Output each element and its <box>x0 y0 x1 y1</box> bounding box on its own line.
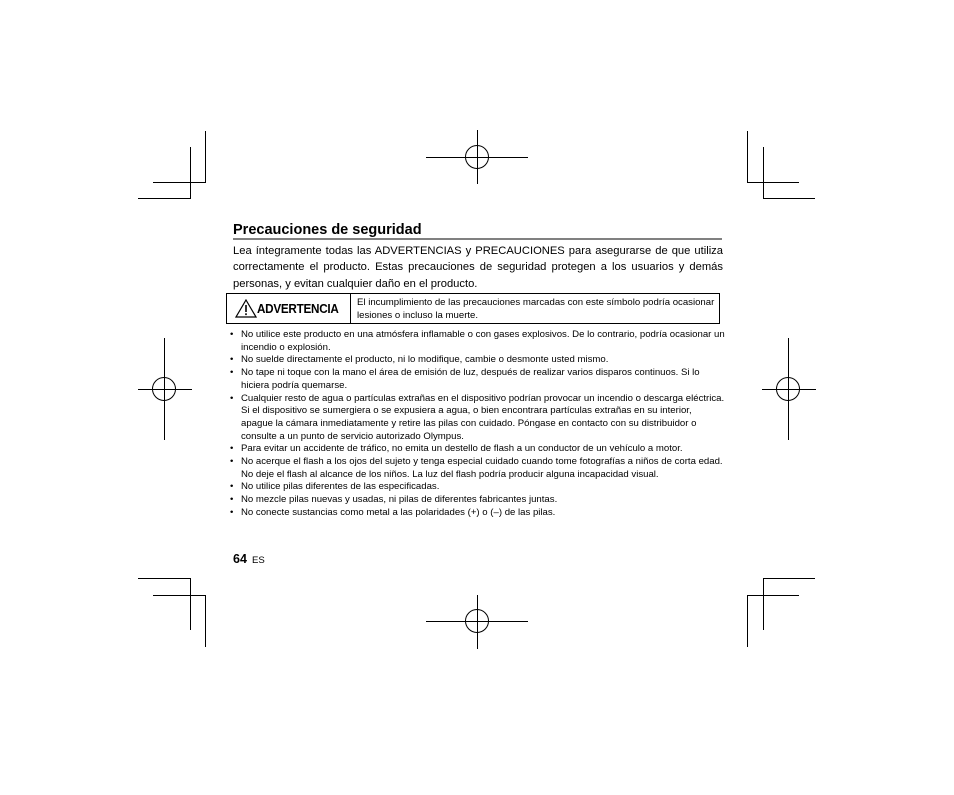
registration-circle <box>152 377 176 401</box>
bullet-marker: • <box>230 443 234 455</box>
list-item: • No utilice pilas diferentes de las especificadas. <box>230 481 440 493</box>
page-number: 64 <box>233 552 247 566</box>
crop-mark <box>747 595 748 647</box>
list-item: • No tape ni toque con la mano el área de emisión de luz, después de realizar varios disparos continuos. Si lo hiciera podría quemarse. <box>230 367 700 391</box>
crop-mark <box>138 198 191 199</box>
warning-divider <box>350 294 351 323</box>
crop-mark <box>190 147 191 199</box>
crop-mark <box>153 182 206 183</box>
page-language: ES <box>252 555 265 566</box>
list-item: • Para evitar un accidente de tráfico, no emita un destello de flash a un conductor de un vehículo a motor. <box>230 443 683 455</box>
precautions-list <box>230 329 725 520</box>
list-item: • Cualquier resto de agua o partículas extrañas en el dispositivo podrían provocar un incendio o descarga eléctrica. Si el dispositivo se sumergiera o se expusiera a agua, o bien encontrara partículas extrañas en su interior, apague la cámara inmediatamente y retire las pilas con cuidado. Póngase en contacto con su distribuidor o consulte a un punto de servicio autorizado Olympus. <box>230 392 725 442</box>
crop-mark <box>205 131 206 183</box>
bullet-marker: • <box>230 392 234 404</box>
crop-mark <box>747 182 799 183</box>
title-underline <box>233 238 722 240</box>
section-title: Precauciones de seguridad <box>233 222 422 238</box>
warning-text: El incumplimiento de las precauciones marcadas con este símbolo podría ocasionar lesiones o incluso la muerte. <box>357 297 715 322</box>
registration-circle <box>776 377 800 401</box>
list-item: • No acerque el flash a los ojos del sujeto y tenga especial cuidado cuando tome fotografías a niños de corta edad. No deje el flash al alcance de los niños. La luz del flash podría producir alguna incapacidad visual. <box>230 456 723 480</box>
crop-mark <box>190 578 191 630</box>
crop-mark <box>205 595 206 647</box>
warning-word: ADVERTENCIA <box>257 301 339 316</box>
bullet-marker: • <box>230 506 234 518</box>
crop-mark <box>747 595 799 596</box>
bullet-marker: • <box>230 329 234 340</box>
crop-mark <box>138 578 191 579</box>
intro-paragraph: Lea íntegramente todas las ADVERTENCIAS y PRECAUCIONES para asegurarse de que utiliza correctamente el producto. Estas precauciones de seguridad protegen a los usuarios y demás personas, y evitan cualquier daño en el producto. <box>233 245 723 290</box>
crop-mark <box>747 131 748 183</box>
bullet-marker: • <box>230 481 234 493</box>
registration-circle <box>465 145 489 169</box>
crop-mark <box>153 595 206 596</box>
list-item: • No conecte sustancias como metal a las polaridades (+) o (–) de las pilas. <box>230 506 556 518</box>
list-item: • No utilice este producto en una atmósfera inflamable o con gases explosivos. De lo contrario, podría ocasionar un incendio o explosión. <box>230 329 725 353</box>
crop-mark <box>763 147 764 199</box>
bullet-marker: • <box>230 494 234 506</box>
bullet-marker: • <box>230 456 234 468</box>
registration-circle <box>465 609 489 633</box>
crop-mark <box>763 578 764 630</box>
list-item: • No suelde directamente el producto, ni lo modifique, cambie o desmonte usted mismo. <box>230 354 609 366</box>
warning-box <box>226 293 720 324</box>
crop-mark <box>763 198 815 199</box>
bullet-marker: • <box>230 354 234 366</box>
warning-label <box>227 294 351 323</box>
crop-mark <box>763 578 815 579</box>
bullet-marker: • <box>230 367 234 379</box>
warning-triangle-icon <box>235 299 257 318</box>
list-item: • No mezcle pilas nuevas y usadas, ni pilas de diferentes fabricantes juntas. <box>230 494 558 506</box>
